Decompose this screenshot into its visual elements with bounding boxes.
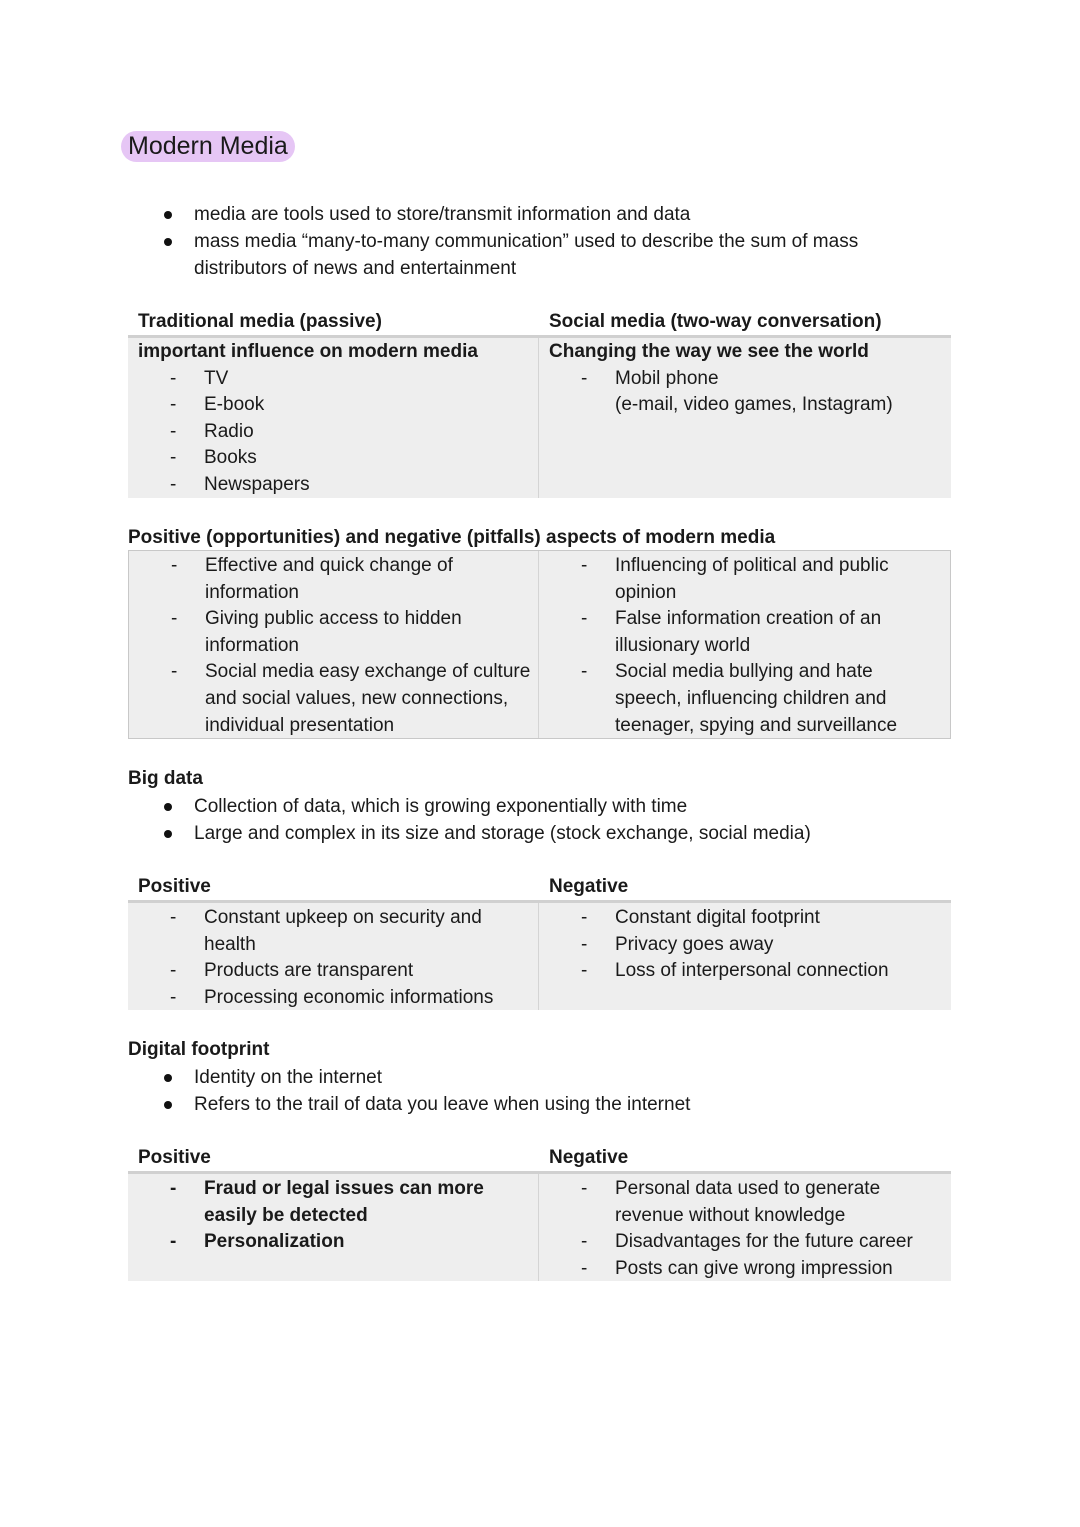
traditional-media-header: Traditional media (passive) <box>138 311 382 332</box>
digital-footprint-table <box>128 1171 951 1281</box>
list-item: - Personalization <box>128 1229 538 1256</box>
digital-footprint-negative-list <box>539 1176 951 1282</box>
list-item: - Social media easy exchange of culture and social values, new connections, individual presentation <box>129 659 538 739</box>
list-item: - Influencing of political and public opinion <box>539 553 950 606</box>
aspects-positive-list <box>129 553 538 739</box>
big-data-negative-list <box>539 905 951 985</box>
list-item: - Newspapers <box>128 472 538 499</box>
list-item: - Posts can give wrong impression <box>539 1256 951 1283</box>
list-item: - Constant digital footprint <box>539 905 951 932</box>
social-media-header: Social media (two-way conversation) <box>549 311 882 332</box>
big-data-positive-header: Positive <box>138 876 211 897</box>
page-title: Modern Media <box>121 131 295 162</box>
list-item: - Processing economic informations <box>128 985 538 1012</box>
digital-footprint-positive-cell <box>128 1174 539 1281</box>
aspects-heading: Positive (opportunities) and negative (pitfalls) aspects of modern media <box>128 527 776 548</box>
social-media-list <box>539 366 951 393</box>
list-item: - Books <box>128 445 538 472</box>
list-item: - Fraud or legal issues can more easily be detected <box>128 1176 538 1229</box>
digital-footprint-negative-header: Negative <box>549 1147 629 1168</box>
aspects-negative-list <box>539 553 950 739</box>
traditional-media-list <box>128 366 538 499</box>
list-item: - Constant upkeep on security and health <box>128 905 538 958</box>
list-item: - Disadvantages for the future career <box>539 1229 951 1256</box>
list-item: mass media “many-to-many communication” used to describe the sum of mass distributors of news and entertainment <box>194 228 914 282</box>
list-item: - E-book <box>128 392 538 419</box>
big-data-bullet-list <box>194 793 914 847</box>
media-table <box>128 335 951 498</box>
list-item: media are tools used to store/transmit information and data <box>194 201 914 228</box>
list-item: - Products are transparent <box>128 958 538 985</box>
list-item: - Privacy goes away <box>539 932 951 959</box>
big-data-negative-header: Negative <box>549 876 629 897</box>
traditional-media-subheader: important influence on modern media <box>138 341 478 362</box>
list-item: - Mobil phone <box>539 366 951 393</box>
big-data-negative-cell <box>539 903 951 1010</box>
aspects-table <box>128 550 951 739</box>
list-item: - Loss of interpersonal connection <box>539 958 951 985</box>
traditional-media-cell <box>128 338 539 498</box>
list-item: - Social media bullying and hate speech, influencing children and teenager, spying and surveillance <box>539 659 950 739</box>
list-item: Identity on the internet <box>194 1064 914 1091</box>
social-media-cell <box>539 338 951 498</box>
aspects-positive-cell <box>129 551 539 738</box>
list-item: - Effective and quick change of information <box>129 553 538 606</box>
list-item: Refers to the trail of data you leave when using the internet <box>194 1091 914 1118</box>
social-media-subheader: Changing the way we see the world <box>549 341 869 362</box>
intro-bullet-list <box>194 201 914 282</box>
aspects-negative-cell <box>539 551 950 738</box>
big-data-positive-cell <box>128 903 539 1010</box>
list-item: - Personal data used to generate revenue without knowledge <box>539 1176 951 1229</box>
list-item: Collection of data, which is growing exponentially with time <box>194 793 914 820</box>
digital-footprint-negative-cell <box>539 1174 951 1281</box>
digital-footprint-positive-list <box>128 1176 538 1256</box>
list-item: - Radio <box>128 419 538 446</box>
list-item: Large and complex in its size and storage (stock exchange, social media) <box>194 820 914 847</box>
list-item: - Giving public access to hidden information <box>129 606 538 659</box>
big-data-heading: Big data <box>128 768 203 789</box>
digital-footprint-heading: Digital footprint <box>128 1039 270 1060</box>
big-data-table <box>128 900 951 1010</box>
list-item: - TV <box>128 366 538 393</box>
digital-footprint-bullet-list <box>194 1064 914 1118</box>
list-item: - False information creation of an illusionary world <box>539 606 950 659</box>
social-media-examples: (e-mail, video games, Instagram) <box>615 394 893 416</box>
big-data-positive-list <box>128 905 538 1011</box>
digital-footprint-positive-header: Positive <box>138 1147 211 1168</box>
